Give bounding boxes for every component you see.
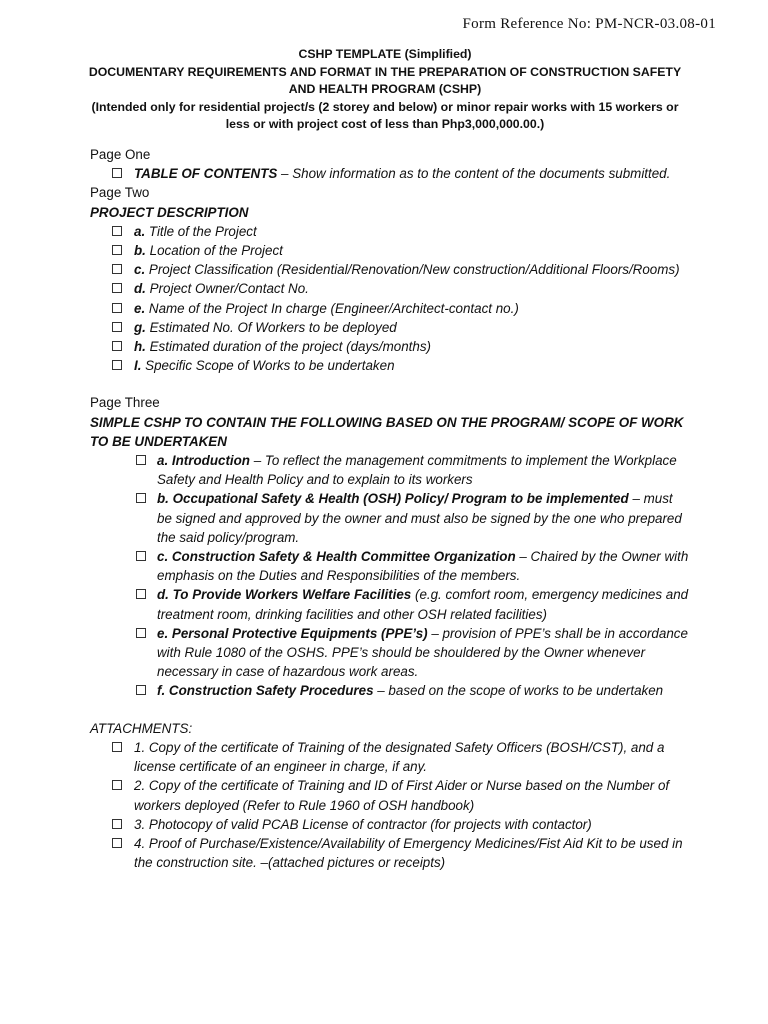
- list-item-marker: e.: [134, 300, 146, 316]
- project-description-heading: PROJECT DESCRIPTION: [90, 204, 249, 220]
- list-item-text: [157, 489, 690, 547]
- list-item-label: Project Classification (Residential/Renovation/New construction/Additional Floors/Rooms): [145, 262, 680, 278]
- attachments-list: [90, 738, 690, 872]
- checkbox-icon: [112, 226, 122, 236]
- attachment-text: 4. Proof of Purchase/Existence/Availability of Emergency Medicines/Fist Aid Kit to be used in the construction site. –(attached pictures or receipts): [134, 835, 683, 871]
- list-item-marker: a.: [134, 223, 146, 239]
- list-item: [90, 356, 690, 375]
- list-item: [90, 547, 690, 585]
- checkbox-icon: [112, 245, 122, 255]
- list-item-label: Title of the Project: [145, 223, 257, 239]
- checkbox-icon: [112, 283, 122, 293]
- list-item-text: [134, 279, 690, 298]
- checkbox-icon: [136, 589, 146, 599]
- list-item-text: [134, 241, 690, 260]
- checkbox-icon: [112, 322, 122, 332]
- list-item-description: (e.g. comfort room, emergency medicines and treatment room, drinking facilities and other OSH related facilities): [157, 587, 689, 622]
- list-item-marker: h.: [134, 339, 146, 355]
- list-item: [90, 451, 690, 489]
- checkbox-icon: [112, 838, 122, 848]
- checkbox-icon: [112, 168, 122, 178]
- list-item: [90, 815, 690, 834]
- list-item: [90, 279, 690, 298]
- list-item-description: – To reflect the management commitments to implement the Workplace Safety and Health Policy and to explain to its workers: [157, 453, 677, 488]
- document-header: [80, 46, 690, 134]
- list-item-text: [134, 260, 690, 279]
- list-item: [90, 624, 690, 682]
- checkbox-icon: [112, 780, 122, 790]
- checkbox-icon: [136, 685, 146, 695]
- list-item: [90, 681, 690, 700]
- list-item: [90, 318, 690, 337]
- list-item-text: [134, 356, 690, 375]
- project-description-list: [90, 222, 690, 376]
- checkbox-icon: [112, 819, 122, 829]
- list-item-text: [157, 624, 690, 682]
- list-item-marker: d.: [134, 281, 146, 297]
- document-subtitle: DOCUMENTARY REQUIREMENTS AND FORMAT IN THE PREPARATION OF CONSTRUCTION SAFETY AND HEALTH PROGRAM (CSHP): [88, 64, 682, 96]
- attachment-text: 3. Photocopy of valid PCAB License of contractor (for projects with contactor): [134, 816, 592, 832]
- list-item-label: Estimated No. Of Workers to be deployed: [145, 319, 397, 335]
- checkbox-icon: [136, 493, 146, 503]
- cshp-contents-list: [90, 451, 690, 701]
- list-item: [90, 260, 690, 279]
- page-one-label: Page One: [90, 147, 151, 162]
- list-item: [90, 489, 690, 547]
- list-item: [90, 299, 690, 318]
- attachment-text: 2. Copy of the certificate of Training and ID of First Aider or Nurse based on the Number of workers deployed (Refer to Rule 1960 of OSH handbook): [134, 778, 670, 813]
- page-three-label: Page Three: [90, 395, 160, 411]
- list-item: [90, 776, 690, 814]
- list-item-label: Location of the Project: [145, 243, 283, 259]
- list-item-marker: b.: [134, 243, 146, 259]
- list-item-label: Estimated duration of the project (days/months): [145, 339, 431, 355]
- list-item-text: [134, 299, 690, 318]
- list-item: [90, 222, 690, 241]
- attachment-text: 1. Copy of the certificate of Training of the designated Safety Officers (BOSH/CST), and a license certificate of an engineer in charge, if any.: [134, 739, 665, 775]
- list-item-title: f. Construction Safety Procedures: [157, 683, 374, 699]
- list-item-title: d. To Provide Workers Welfare Facilities: [157, 587, 412, 603]
- list-item: [90, 738, 690, 776]
- toc-description: – Show information as to the content of the documents submitted.: [277, 166, 671, 182]
- list-item-text: [157, 547, 690, 585]
- checkbox-icon: [136, 551, 146, 561]
- checkbox-icon: [136, 455, 146, 465]
- list-item-description: – based on the scope of works to be undertaken: [373, 683, 664, 699]
- document-scope-note: (Intended only for residential project/s (2 storey and below) or minor repair works with 15 workers or less or with project cost of less than Php3,000,000.00.): [91, 99, 679, 131]
- attachments-heading: ATTACHMENTS:: [90, 720, 193, 736]
- list-item-description: – provision of PPE’s shall be in accordance with Rule 1080 of the OSHS. PPE’s should be shouldered by the Owner whenever necessary in case of hazardous work areas.: [157, 625, 688, 680]
- checkbox-icon: [112, 742, 122, 752]
- list-item-toc: [90, 164, 690, 183]
- list-item-label: Specific Scope of Works to be undertaken: [141, 358, 395, 374]
- document-title: CSHP TEMPLATE (Simplified): [298, 47, 472, 61]
- list-item-title: e. Personal Protective Equipments (PPE’s): [157, 625, 428, 641]
- checkbox-icon: [112, 303, 122, 313]
- page-two-label: Page Two: [90, 185, 150, 201]
- list-item-text: [157, 451, 690, 489]
- checkbox-icon: [112, 341, 122, 351]
- list-item: [90, 241, 690, 260]
- list-item-text: [134, 337, 690, 356]
- checkbox-icon: [112, 360, 122, 370]
- list-item: [90, 337, 690, 356]
- list-item-description: – must be signed and approved by the owner and must also be signed by the one who prepared the said policy/program.: [157, 491, 682, 545]
- checkbox-icon: [112, 264, 122, 274]
- list-item-marker: g.: [134, 319, 146, 335]
- form-reference-number: Form Reference No: PM-NCR-03.08-01: [462, 16, 716, 32]
- toc-label: TABLE OF CONTENTS: [134, 166, 278, 182]
- list-item-description: – Chaired by the Owner with emphasis on the Duties and Responsibilities of the members.: [157, 549, 689, 584]
- list-item-text: [157, 585, 690, 623]
- list-item-marker: c.: [134, 262, 146, 278]
- list-item-title: a. Introduction: [157, 453, 250, 469]
- list-item-label: Project Owner/Contact No.: [145, 281, 309, 297]
- list-item-label: Name of the Project In charge (Engineer/Architect-contact no.): [145, 300, 519, 316]
- list-item-text: [157, 681, 690, 700]
- list-item-title: b. Occupational Safety & Health (OSH) Policy/ Program to be implemented: [157, 491, 629, 507]
- list-item: [90, 834, 690, 872]
- list-item-title: c. Construction Safety & Health Committee Organization: [157, 549, 516, 565]
- list-item-text: [134, 318, 690, 337]
- document-body: [90, 145, 690, 872]
- checkbox-icon: [136, 628, 146, 638]
- simple-cshp-heading: SIMPLE CSHP TO CONTAIN THE FOLLOWING BASED ON THE PROGRAM/ SCOPE OF WORK TO BE UNDERTAKEN: [90, 414, 684, 449]
- list-item: [90, 585, 690, 623]
- list-item-text: [134, 222, 690, 241]
- list-item-marker: I.: [134, 358, 142, 374]
